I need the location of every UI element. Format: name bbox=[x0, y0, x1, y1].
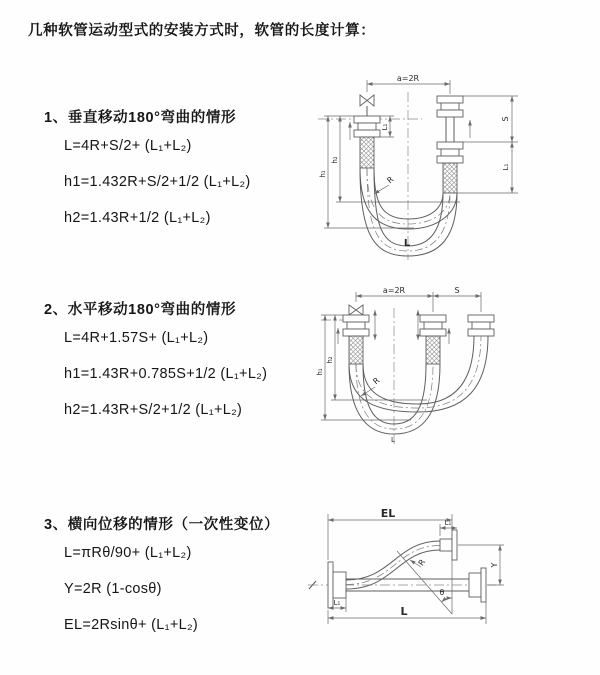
formula-line: h2=1.43R+S/2+1/2 (L₁+L₂) bbox=[64, 402, 243, 418]
valve-symbol-icon bbox=[349, 305, 363, 315]
diagram-vertical-180 bbox=[310, 70, 590, 260]
section-3-heading: 3、横向位移的情形（一次性变位） bbox=[44, 517, 280, 533]
section-1-heading: 1、垂直移动180°弯曲的情形 bbox=[44, 110, 237, 126]
dim-label-r: R bbox=[385, 174, 396, 186]
dim-label-a2r: a=2R bbox=[382, 286, 406, 295]
formula-line: Y=2R (1-cosθ) bbox=[64, 581, 162, 597]
formula-line: EL=2Rsinθ+ (L₁+L₂) bbox=[64, 617, 199, 633]
valve-symbol-icon bbox=[360, 95, 374, 106]
dim-label-r: R bbox=[371, 375, 382, 387]
formula-line: L=4R+1.57S+ (L₁+L₂) bbox=[64, 330, 209, 346]
dim-label-l1-left: L₁ bbox=[333, 599, 341, 607]
right-pipe-assembly bbox=[437, 96, 463, 193]
dim-label-l1-top: L₁ bbox=[444, 519, 452, 527]
dim-label-l1-right: L₁ bbox=[502, 163, 510, 171]
dim-label-h2: h₂ bbox=[331, 156, 339, 164]
formula-line: h1=1.43R+0.785S+1/2 (L₁+L₂) bbox=[64, 366, 268, 382]
dim-label-theta: θ bbox=[439, 588, 445, 597]
dim-label-s: S bbox=[501, 116, 510, 122]
dim-label-y: Y bbox=[490, 562, 499, 568]
page-title: 几种软管运动型式的安装方式时，软管的长度计算： bbox=[28, 23, 376, 39]
dim-label-l: L bbox=[400, 605, 408, 618]
formula-line: L=πRθ/90+ (L₁+L₂) bbox=[64, 545, 192, 561]
dim-label-l1-left: L₁ bbox=[381, 123, 389, 131]
dim-label-h2: h₂ bbox=[326, 356, 334, 364]
left-pipe-assembly bbox=[343, 315, 369, 364]
dim-label-l: L bbox=[403, 238, 411, 249]
diagram-horizontal-180 bbox=[315, 282, 595, 462]
dim-label-el: EL bbox=[380, 507, 396, 520]
middle-pipe-assembly bbox=[420, 315, 446, 364]
dim-label-h1: h₁ bbox=[316, 368, 324, 376]
dim-label-r: R bbox=[416, 557, 428, 568]
right-pipe-assembly bbox=[468, 315, 494, 336]
displaced-hose bbox=[346, 530, 457, 589]
dim-label-a2r: a=2R bbox=[396, 74, 420, 83]
hose-curves bbox=[349, 336, 488, 434]
formula-line: h2=1.43R+1/2 (L₁+L₂) bbox=[64, 210, 211, 226]
left-pipe-assembly bbox=[354, 116, 380, 168]
dim-label-s: S bbox=[454, 286, 460, 295]
formula-line: L=4R+S/2+ (L₁+L₂) bbox=[64, 138, 192, 154]
diagram-lateral-displacement bbox=[300, 500, 600, 660]
formula-line: h1=1.432R+S/2+1/2 (L₁+L₂) bbox=[64, 174, 251, 190]
dim-label-l: L bbox=[391, 436, 395, 444]
section-2-heading: 2、水平移动180°弯曲的情形 bbox=[44, 302, 237, 318]
dim-label-h1: h₁ bbox=[319, 170, 327, 178]
